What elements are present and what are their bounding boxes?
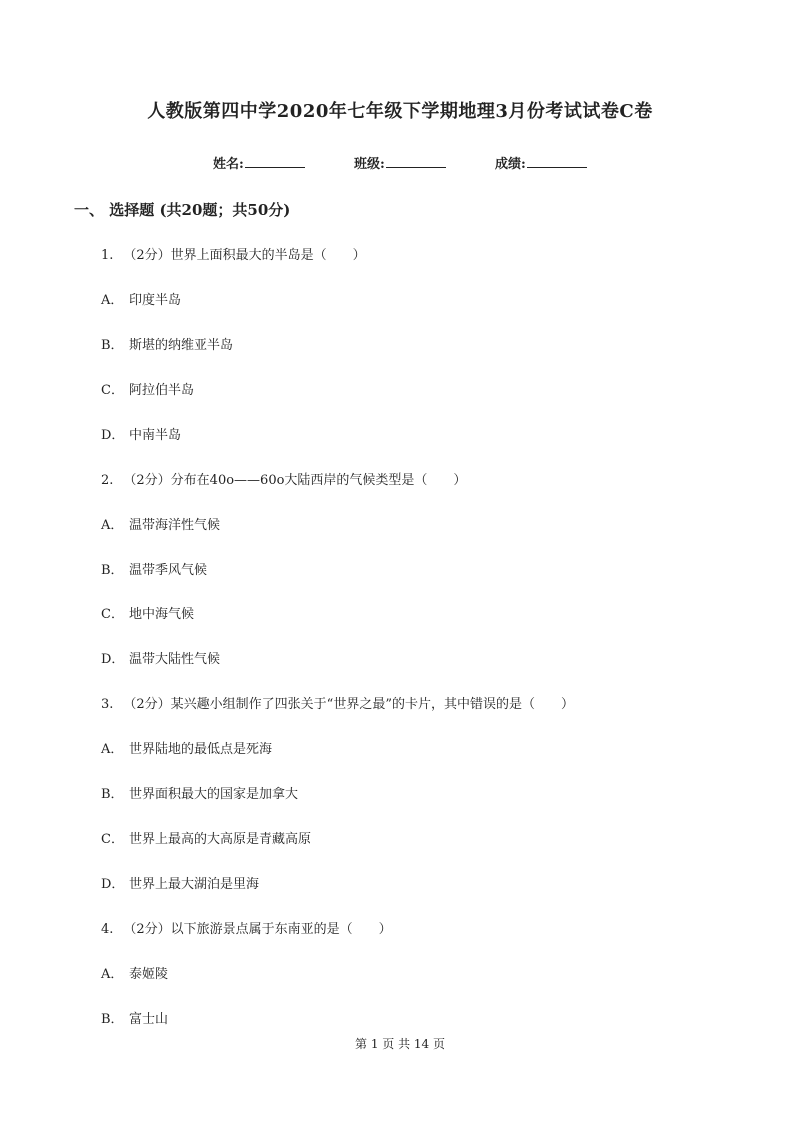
option-text: 世界陆地的最低点是死海 [129,742,273,757]
option-2b[interactable] [101,559,207,578]
option-letter: D． [101,428,125,443]
option-letter: B． [101,787,124,802]
option-letter: C． [101,383,124,398]
question-2 [101,469,466,488]
option-letter: D． [101,652,125,667]
option-1c[interactable] [101,379,194,398]
question-text: （2分）以下旅游景点属于东南亚的是（ ） [123,922,392,937]
option-text: 温带海洋性气候 [129,518,221,533]
option-text: 世界上最高的大高原是青藏高原 [129,832,312,847]
option-text: 印度半岛 [129,293,182,308]
option-1a[interactable] [101,289,181,308]
option-text: 温带大陆性气候 [129,652,221,667]
option-1b[interactable] [101,334,233,353]
option-3a[interactable] [101,738,272,757]
class-field[interactable] [354,153,446,172]
question-3 [101,693,574,712]
option-text: 温带季风气候 [129,563,208,578]
option-letter: B． [101,563,124,578]
option-3b[interactable] [101,783,298,802]
score-field[interactable] [495,153,587,172]
name-field[interactable] [213,153,305,172]
option-text: 地中海气候 [129,607,195,622]
option-1d[interactable] [101,424,181,443]
question-text: （2分）分布在40o——60o大陆西岸的气候类型是（ ） [123,473,467,488]
option-4b[interactable] [101,1008,168,1027]
option-2c[interactable] [101,603,194,622]
option-letter: D． [101,877,125,892]
question-text: （2分）某兴趣小组制作了四张关于“世界之最”的卡片，其中错误的是（ ） [123,697,574,712]
option-letter: B． [101,338,124,353]
question-number: 1. [101,248,114,263]
score-blank[interactable] [527,154,587,168]
score-label: 成绩: [495,157,526,172]
option-text: 富士山 [129,1012,169,1027]
option-3d[interactable] [101,873,259,892]
option-letter: A． [101,967,124,982]
option-text: 世界面积最大的国家是加拿大 [129,787,299,802]
question-number: 3. [101,697,114,712]
exam-title: 人教版第四中学2020年七年级下学期地理3月份考试试卷C卷 [147,101,653,122]
option-text: 中南半岛 [129,428,182,443]
option-letter: A． [101,742,124,757]
question-number: 2. [101,473,114,488]
option-4a[interactable] [101,963,168,982]
option-text: 阿拉伯半岛 [129,383,195,398]
option-text: 斯堪的纳维亚半岛 [129,338,234,353]
option-letter: C． [101,832,124,847]
option-letter: B． [101,1012,124,1027]
question-text: （2分）世界上面积最大的半岛是（ ） [123,248,366,263]
option-text: 泰姬陵 [129,967,169,982]
question-4 [101,918,392,937]
option-letter: A． [101,518,124,533]
option-text: 世界上最大湖泊是里海 [129,877,260,892]
name-label: 姓名: [213,157,244,172]
name-blank[interactable] [245,154,305,168]
class-label: 班级: [354,157,385,172]
option-letter: C． [101,607,124,622]
page-footer: 第 1 页 共 14 页 [355,1037,445,1051]
option-letter: A． [101,293,124,308]
option-2a[interactable] [101,514,220,533]
option-3c[interactable] [101,828,311,847]
class-blank[interactable] [386,154,446,168]
question-1 [101,244,366,263]
section-heading: 一、 选择题 (共20题；共50分) [74,201,291,219]
option-2d[interactable] [101,648,220,667]
question-number: 4. [101,922,114,937]
